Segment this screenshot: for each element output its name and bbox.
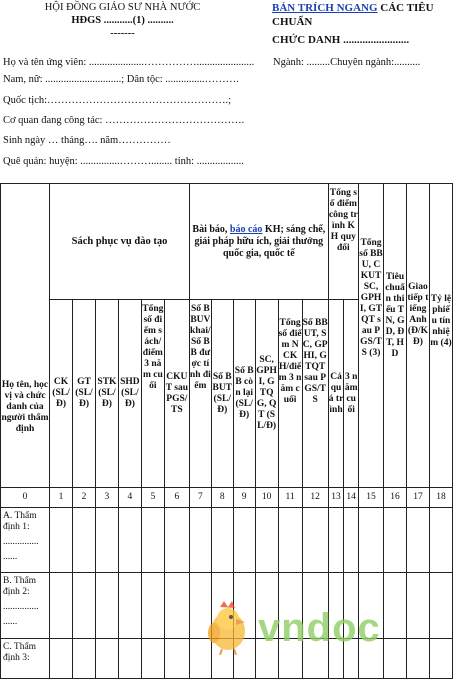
col-number: 12 xyxy=(302,488,328,508)
table-cell[interactable] xyxy=(406,508,429,573)
table-cell[interactable] xyxy=(50,573,73,639)
col-number: 18 xyxy=(429,488,452,508)
assessor-label: B. Thẩm định 2: xyxy=(3,576,37,597)
document-title xyxy=(272,1,452,29)
total-points-header: Tổng số điểm công trình KH quy đổi xyxy=(328,184,358,300)
col-number: 14 xyxy=(344,488,359,508)
document-subtitle: CHỨC DANH ........................ xyxy=(272,34,410,46)
column-numbers-row xyxy=(1,488,453,508)
table-cell[interactable] xyxy=(118,573,141,639)
confidence-ratio-header: Tỷ lệ phiếu tín nhiệm (4) xyxy=(429,184,452,488)
total-bbu-header: Tổng số BBU, CKUT SC, GPHI, GTQT sau PGS/TS (3) xyxy=(358,184,383,488)
table-cell[interactable] xyxy=(95,573,118,639)
assessor-cell[interactable] xyxy=(1,508,50,573)
assessor-label: C. Thẩm định 3: xyxy=(3,642,37,663)
table-cell[interactable] xyxy=(344,508,359,573)
table-cell[interactable] xyxy=(255,508,278,573)
assessor-dots: ............... xyxy=(3,602,39,612)
table-cell[interactable] xyxy=(189,508,211,573)
sub-bbut: Số BBUT (SL/Đ) xyxy=(211,300,233,488)
table-cell[interactable] xyxy=(429,573,452,639)
table-row xyxy=(1,508,453,573)
table-cell[interactable] xyxy=(118,508,141,573)
table-cell[interactable] xyxy=(328,508,344,573)
sub-bbuv: Số BBUV khai/Số BB được tính điểm xyxy=(189,300,211,488)
sub-bb-remaining: Số BB còn lại (SL/Đ) xyxy=(233,300,255,488)
col-number: 4 xyxy=(118,488,141,508)
col-number: 0 xyxy=(1,488,50,508)
sub-stk: STK (SL/Đ) xyxy=(95,300,118,488)
col-number: 10 xyxy=(255,488,278,508)
table-cell[interactable] xyxy=(302,508,328,573)
sub-gt: GT (SL/Đ) xyxy=(73,300,96,488)
assessor-dots: ............... xyxy=(3,537,39,547)
training-books-group: Sách phục vụ đào tạo xyxy=(50,184,190,300)
col-number: 6 xyxy=(164,488,189,508)
header-right xyxy=(272,1,452,47)
criteria-missing-header: Tiêu chuẩn thiếu TN, GD, ĐT, HD xyxy=(384,184,407,488)
header-left xyxy=(10,1,235,40)
papers-prefix: Bài báo, xyxy=(192,223,230,235)
table-cell[interactable] xyxy=(50,639,73,679)
assessor-dots-2: ...... xyxy=(3,552,18,562)
col-number: 2 xyxy=(73,488,96,508)
gender-ethnic-field: Nam, nữ: .............................; Dân tộc: ...............………. xyxy=(3,74,239,85)
table-cell[interactable] xyxy=(118,639,141,679)
assessor-cell[interactable] xyxy=(1,639,50,679)
col-number: 1 xyxy=(50,488,73,508)
col-number: 7 xyxy=(189,488,211,508)
table-cell[interactable] xyxy=(73,639,96,679)
council-name: HỘI ĐỒNG GIÁO SƯ NHÀ NƯỚC xyxy=(44,2,201,13)
table-cell[interactable] xyxy=(429,508,452,573)
assessor-label: A. Thẩm định 1: xyxy=(3,511,37,532)
sub-ckut: CKUT sau PGS/TS xyxy=(164,300,189,488)
table-cell[interactable] xyxy=(164,573,189,639)
candidate-name-field: Họ và tên ứng viên: .....................……………...................... xyxy=(3,57,255,68)
table-cell[interactable] xyxy=(211,508,233,573)
header-divider: ------- xyxy=(110,28,135,39)
english-header: Giao tiếp tiếng Anh (Đ/KĐ) xyxy=(406,184,429,488)
table-cell[interactable] xyxy=(233,508,255,573)
sub-shd: SHD (SL/Đ) xyxy=(118,300,141,488)
table-cell[interactable] xyxy=(164,639,189,679)
col-number: 5 xyxy=(141,488,164,508)
table-cell[interactable] xyxy=(73,508,96,573)
table-cell[interactable] xyxy=(95,639,118,679)
document-title-rest: CÁC TIÊU CHUẨN xyxy=(272,2,434,28)
table-cell[interactable] xyxy=(141,639,164,679)
birth-field: Sinh ngày … tháng…. năm…………… xyxy=(3,135,171,146)
hometown-field: Quê quán: huyện: ...............………........ tỉnh: .................. xyxy=(3,156,244,167)
nationality-field: Quốc tịch:…………………………………………….; xyxy=(3,95,232,106)
sub-ck: CK (SL/Đ) xyxy=(50,300,73,488)
assessor-cell[interactable] xyxy=(1,573,50,639)
table-cell[interactable] xyxy=(141,508,164,573)
table-cell[interactable] xyxy=(278,508,302,573)
papers-suffix: KH; sáng chế, giải pháp hữu ích, giải thưởng quốc gia, quốc tế xyxy=(194,223,326,259)
council-code: HĐGS ...........(1) .......... xyxy=(71,15,174,26)
sub-research-points: Tổng số điểm NCKH/điểm 3 năm cuối xyxy=(278,300,302,488)
col-number: 3 xyxy=(95,488,118,508)
major-field: Ngành: .........Chuyên ngành:.......... xyxy=(273,57,421,68)
table-cell[interactable] xyxy=(384,508,407,573)
sub-last-3-years: 3 năm cuối xyxy=(344,300,359,488)
watermark-text: vndoc xyxy=(258,606,381,650)
reports-link[interactable]: báo cáo xyxy=(229,223,263,235)
table-cell[interactable] xyxy=(141,573,164,639)
table-cell[interactable] xyxy=(429,639,452,679)
vndoc-watermark xyxy=(200,595,420,655)
workplace-field: Cơ quan đang công tác: …………………………………. xyxy=(3,115,245,126)
papers-group xyxy=(189,184,328,300)
col-number: 13 xyxy=(328,488,344,508)
sub-sc-gphi: SC, GPHI, GTQG, QT (SL/Đ) xyxy=(255,300,278,488)
assessor-header: Họ tên, học vị và chức danh của người thẩm định xyxy=(1,184,50,488)
sub-bbut-after: Số BBUT, SC, GPHI, GTQT sau PGS/TS xyxy=(302,300,328,488)
col-number: 11 xyxy=(278,488,302,508)
table-cell[interactable] xyxy=(164,508,189,573)
table-cell[interactable] xyxy=(50,508,73,573)
sub-whole-process: Cả quá trình xyxy=(328,300,344,488)
col-number: 15 xyxy=(358,488,383,508)
chicken-mascot-icon xyxy=(208,601,245,655)
table-cell[interactable] xyxy=(358,508,383,573)
col-number: 16 xyxy=(384,488,407,508)
col-number: 8 xyxy=(211,488,233,508)
assessor-dots-2: ...... xyxy=(3,617,18,627)
col-number: 17 xyxy=(406,488,429,508)
col-number: 9 xyxy=(233,488,255,508)
sub-book-points: Tổng số điểm sách/điểm 3 năm cuối xyxy=(141,300,164,488)
table-cell[interactable] xyxy=(73,573,96,639)
document-title-link[interactable]: BẢN TRÍCH NGANG xyxy=(272,2,378,14)
table-cell[interactable] xyxy=(95,508,118,573)
